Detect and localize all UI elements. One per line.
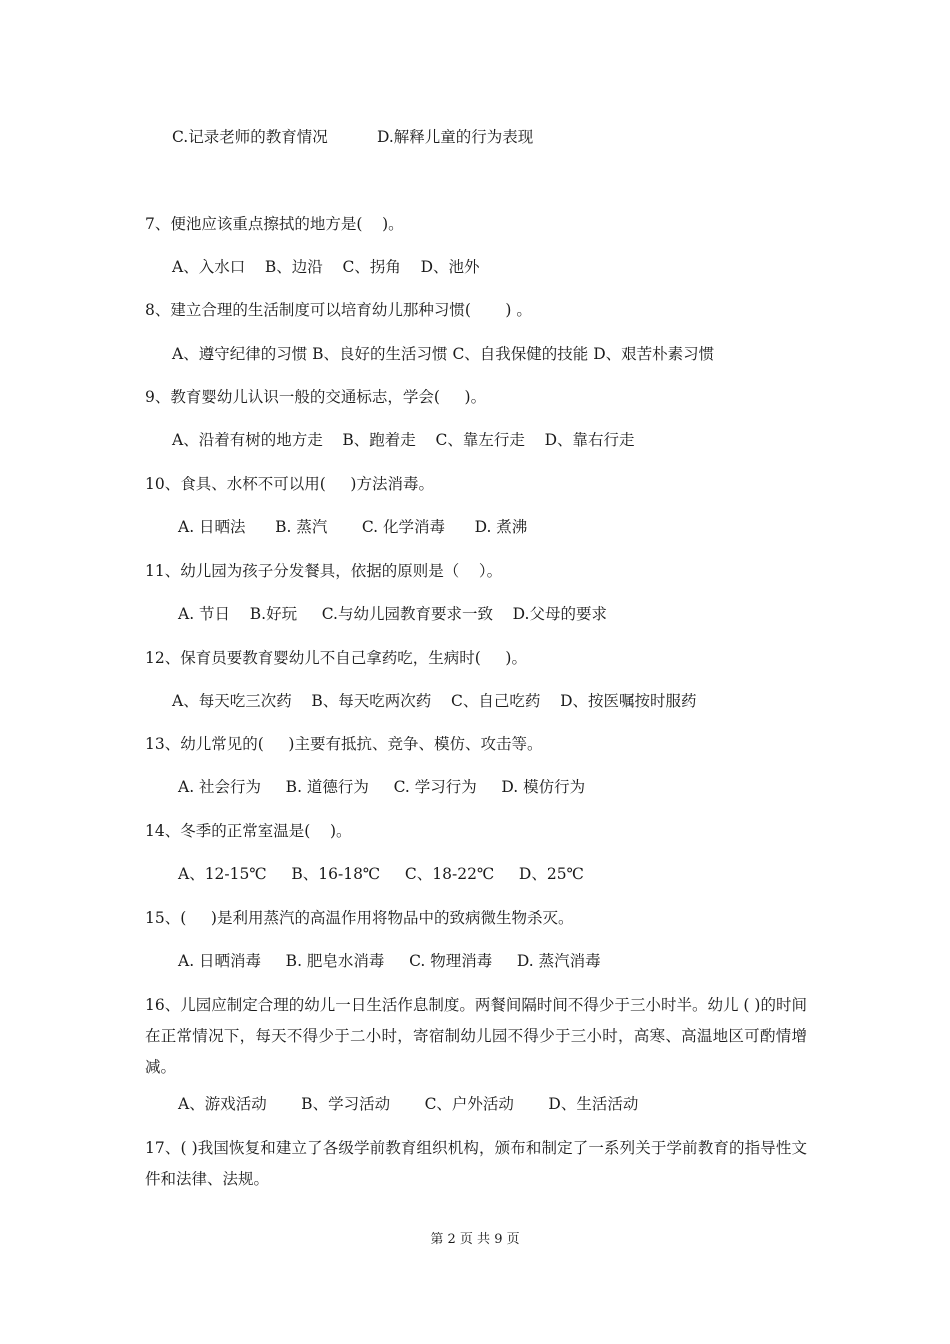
- option-line-6: C.记录老师的教育情况 D.解释儿童的行为表现: [172, 128, 534, 146]
- options-9: A、沿着有树的地方走 B、跑着走 C、靠左行走 D、靠右行走: [172, 431, 635, 449]
- question-10: 10、食具、水杯不可以用( )方法消毒。: [145, 475, 434, 493]
- options-12: A、每天吃三次药 B、每天吃两次药 C、自己吃药 D、按医嘱按时服药: [172, 692, 697, 710]
- question-8: 8、建立合理的生活制度可以培育幼儿那种习惯( ) 。: [145, 301, 532, 319]
- options-11: A. 节日 B.好玩 C.与幼儿园教育要求一致 D.父母的要求: [178, 605, 607, 623]
- page-footer: 第 2 页 共 9 页: [430, 1232, 520, 1247]
- question-9: 9、教育婴幼儿认识一般的交通标志，学会( )。: [145, 388, 487, 406]
- options-15: A. 日晒消毒 B. 肥皂水消毒 C. 物理消毒 D. 蒸汽消毒: [178, 952, 601, 970]
- question-14: 14、冬季的正常室温是( )。: [145, 822, 352, 840]
- question-12: 12、保育员要教育婴幼儿不自己拿药吃，生病时( )。: [145, 649, 527, 667]
- options-7: A、入水口 B、边沿 C、拐角 D、池外: [172, 258, 480, 276]
- question-17: 17、( )我国恢复和建立了各级学前教育组织机构，颁布和制定了一系列关于学前教育的指导性文件和法律、法规。: [145, 1139, 807, 1188]
- question-13: 13、幼儿常见的( )主要有抵抗、竞争、模仿、攻击等。: [145, 735, 543, 753]
- question-16: 16、儿园应制定合理的幼儿一日生活作息制度。两餐间隔时间不得少于三小时半。幼儿 ( )的时间在正常情况下，每天不得少于二小时，寄宿制幼儿园不得少于三小时，高寒、高温地区可酌情增减。: [145, 996, 807, 1076]
- options-8: A、遵守纪律的习惯 B、良好的生活习惯 C、自我保健的技能 D、艰苦朴素习惯: [172, 345, 715, 363]
- question-11: 11、幼儿园为孩子分发餐具，依据的原则是（ ）。: [145, 562, 503, 580]
- options-16: A、游戏活动 B、学习活动 C、户外活动 D、生活活动: [178, 1095, 639, 1113]
- question-15: 15、( )是利用蒸汽的高温作用将物品中的致病微生物杀灭。: [145, 909, 574, 927]
- options-13: A. 社会行为 B. 道德行为 C. 学习行为 D. 模仿行为: [178, 778, 586, 796]
- question-7: 7、便池应该重点擦拭的地方是( )。: [145, 215, 404, 233]
- options-10: A. 日晒法 B. 蒸汽 C. 化学消毒 D. 煮沸: [178, 518, 528, 536]
- options-14: A、12-15℃ B、16-18℃ C、18-22℃ D、25℃: [178, 865, 584, 883]
